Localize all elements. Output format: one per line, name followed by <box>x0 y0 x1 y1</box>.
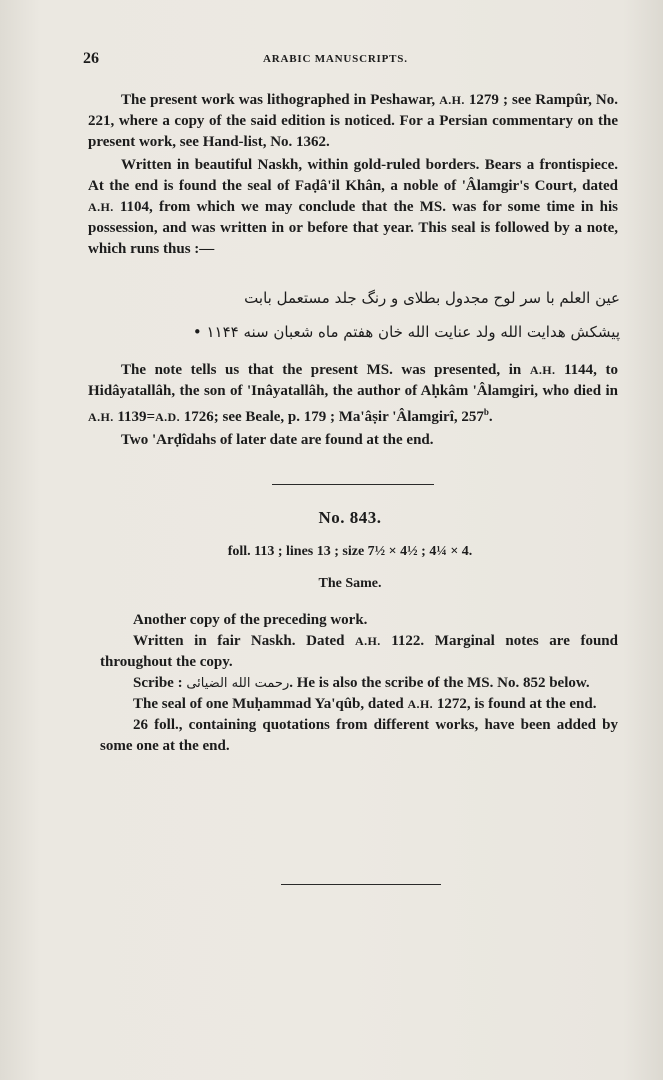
entry-number: No. 843. <box>318 508 382 527</box>
scribe-name-arabic: رحمت الله الضیائی <box>186 676 290 691</box>
paragraph-seal <box>100 694 618 715</box>
middle-text-block <box>88 360 618 451</box>
paragraph-another-copy: Another copy of the preceding work. <box>133 612 368 628</box>
lower-text-block <box>100 610 618 757</box>
era-abbreviation: A.D. <box>155 410 181 424</box>
running-head: ARABIC MANUSCRIPTS. <box>263 53 408 65</box>
era-abbreviation: A.H. <box>88 410 114 424</box>
paragraph-description <box>88 155 618 260</box>
paragraph-text: 1122. Marginal notes are found throughout the copy. <box>100 633 618 670</box>
paragraph-text: The seal of one Muḥammad Ya'qûb, dated <box>133 696 408 712</box>
paragraph-text: Written in beautiful Naskh, within gold-ruled borders. Bears a frontispiece. At the end is found the seal of Faḍâ'il Khân, a noble of 'Âlamgir's Court, dated <box>88 157 618 194</box>
paragraph-text: 1726; see Beale, p. 179 ; Ma'âṣir 'Âlamgirî, 257 <box>180 409 484 425</box>
entry-metadata: foll. 113 ; lines 13 ; size 7½ × 4½ ; 4¼ × 4. <box>227 544 473 559</box>
arabic-note-line-1: عین العلم با سر لوح مجدول بطلای و رنگ جلد مستعمل بابت <box>244 289 620 307</box>
arabic-note-line-2: پیشکش هدایت الله ولد عنایت الله خان هفتم ماه شعبان سنه ۱۱۴۴ • <box>192 323 620 341</box>
paragraph-text: 1144, to Hidâyatallâh, the son of 'Inâyatallâh, the author of Aḥkâm 'Âlamgiri, who died in <box>88 362 618 399</box>
paragraph-ardidahs: Two 'Arḍîdahs of later date are found at the end. <box>121 432 434 448</box>
page-header <box>83 50 623 72</box>
closing-divider <box>281 884 441 885</box>
paragraph-text: . <box>488 409 493 425</box>
paragraph-text: . He is also the scribe of the MS. No. 852 below. <box>289 675 590 691</box>
paragraph-note-explanation <box>88 360 618 428</box>
paragraph-lithograph <box>88 90 618 153</box>
upper-text-block <box>88 90 618 260</box>
paragraph-quotations: 26 foll., containing quotations from different works, have been added by some one at the end. <box>100 717 618 754</box>
paragraph-text: The note tells us that the present MS. was presented, in <box>121 362 530 378</box>
paragraph-text: Scribe : <box>133 675 187 691</box>
era-abbreviation: A.H. <box>529 363 556 377</box>
era-abbreviation: A.H. <box>439 93 465 107</box>
page-number: 26 <box>83 50 99 67</box>
entry-title: The Same. <box>318 576 382 591</box>
era-abbreviation: A.H. <box>407 697 434 711</box>
paragraph-text: The present work was lithographed in Peshawar, <box>121 92 440 108</box>
paragraph-text: 1139= <box>113 409 156 425</box>
paragraph-text: 1279 ; see Rampûr, No. 221, where a copy of the said edition is noticed. For a Persian commentary on the present work, see Hand-list, No. 1362. <box>88 92 618 150</box>
era-abbreviation: A.H. <box>355 634 381 648</box>
paragraph-text: 1272, is found at the end. <box>433 696 597 712</box>
section-divider <box>272 484 434 485</box>
paragraph-scribe <box>100 673 618 694</box>
paragraph-naskh <box>100 631 618 673</box>
paragraph-text: 1104, from which we may conclude that the MS. was for some time in his possession, and was written in or before that year. This seal is followed by a note, which runs thus :— <box>88 199 618 257</box>
era-abbreviation: A.H. <box>88 200 114 214</box>
superscript: b <box>483 407 489 417</box>
paragraph-text: Written in fair Naskh. Dated <box>133 633 356 649</box>
